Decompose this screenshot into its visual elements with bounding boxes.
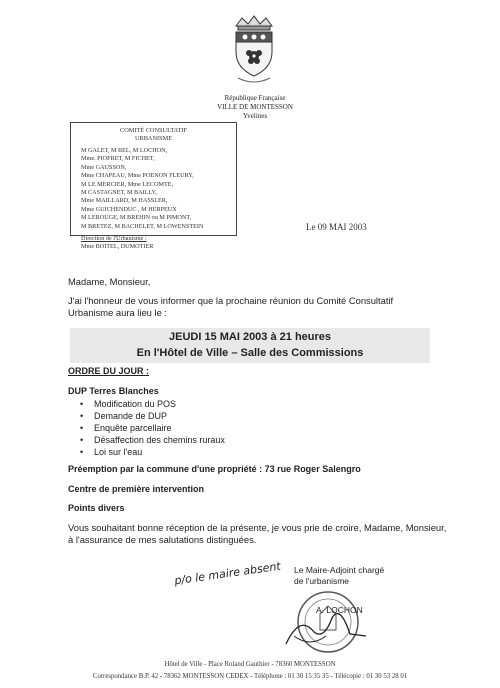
footer-contact: Correspondance B.P. 42 - 78362 MONTESSON CEDEX - Téléphone : 01 30 15 35 35 - Télécopie : 01 30 53 28 01 [92,673,408,680]
committee-members [81,147,236,231]
committee-title-line1: COMITÉ CONSULTATIF [120,127,187,134]
committee-title [71,127,236,143]
member-line: M LEROUGE, M BREHIN ou M PIMONT, [81,214,192,222]
signatory-name: A. LOCHON [316,605,363,615]
intro-line-1: J'ai l'honneur de vous informer que la prochaine réunion du Comité Consultatif [68,295,394,306]
closing-line-1: Vous souhaitant bonne réception de la présente, je vous prie de croire, Madame, Monsieur, [68,522,447,533]
member-line: M CASTAGNET, M BAILLY, [81,189,157,197]
list-item: • Désaffection des chemins ruraux [80,434,225,446]
dup-points-list [80,398,225,458]
member-line: Mme. PIOFRET, M FICHET, [81,155,155,163]
meeting-location: En l'Hôtel de Ville – Salle des Commissions [136,347,364,359]
member-line: Mme CHAPEAU, Mme POENON FLEURY, [81,172,194,180]
signature-block [294,565,384,616]
member-line: M GALET, M BEL, M LOCHON, [81,147,168,154]
member-line: Mme GAUSSON, [81,163,127,171]
meeting-date: JEUDI 15 MAI 2003 à 21 heures [168,331,332,343]
list-item: • Modification du POS [80,398,225,410]
header-town: VILLE DE MONTESSON [217,103,293,111]
agenda-title: ORDRE DU JOUR : [68,366,150,376]
member-line: M BRETEZ, M BACHELET, M LOWENSTEIN [81,222,204,230]
signatory-role-1: Le Maire-Adjoint chargé [294,565,385,575]
member-line: M LE MERCIER, Mme LECOMTE, [81,180,174,188]
meeting-banner [70,328,430,363]
town-crest-logo [228,12,280,90]
direction-label: Direction de l'Urbanisme : [81,235,147,243]
closing-line-2: à l'assurance de mes salutations distinguées. [68,534,257,545]
agenda-centre: Centre de première intervention [68,484,205,494]
dup-title: DUP Terres Blanches [68,386,159,396]
member-line: Mme GUICHENDUC , M HERPEUX [81,205,177,213]
footer-address: Hôtel de Ville - Place Roland Gauthier - 78360 MONTESSON [164,661,336,668]
list-item: • Enquête parcellaire [80,422,225,434]
intro-line-2: Urbanisme aura lieu le : [68,307,168,318]
header-department: Yvelines [242,112,268,120]
signatory-role-2: de l'urbanisme [294,576,350,586]
agenda-points-divers: Points divers [68,503,125,513]
direction-urbanisme [81,235,236,252]
list-item: • Loi sur l'eau [80,446,225,458]
agenda-preemption: Préemption par la commune d'une propriété : 73 rue Roger Salengro [68,464,361,474]
direction-names: Mme BOITEL, DUMOTIER [81,243,154,251]
header-republic: République Française [224,94,286,102]
salutation: Madame, Monsieur, [68,276,151,287]
letter-date: Le 09 MAI 2003 [306,222,367,232]
committee-recipients-box [70,122,237,251]
member-line: Mme MAILLARD, M HASSLER, [81,197,168,205]
committee-title-line2: URBANISME [134,135,173,142]
list-item: • Demande de DUP [80,410,225,422]
handwritten-annotation: p/o le maire absent [173,559,282,588]
